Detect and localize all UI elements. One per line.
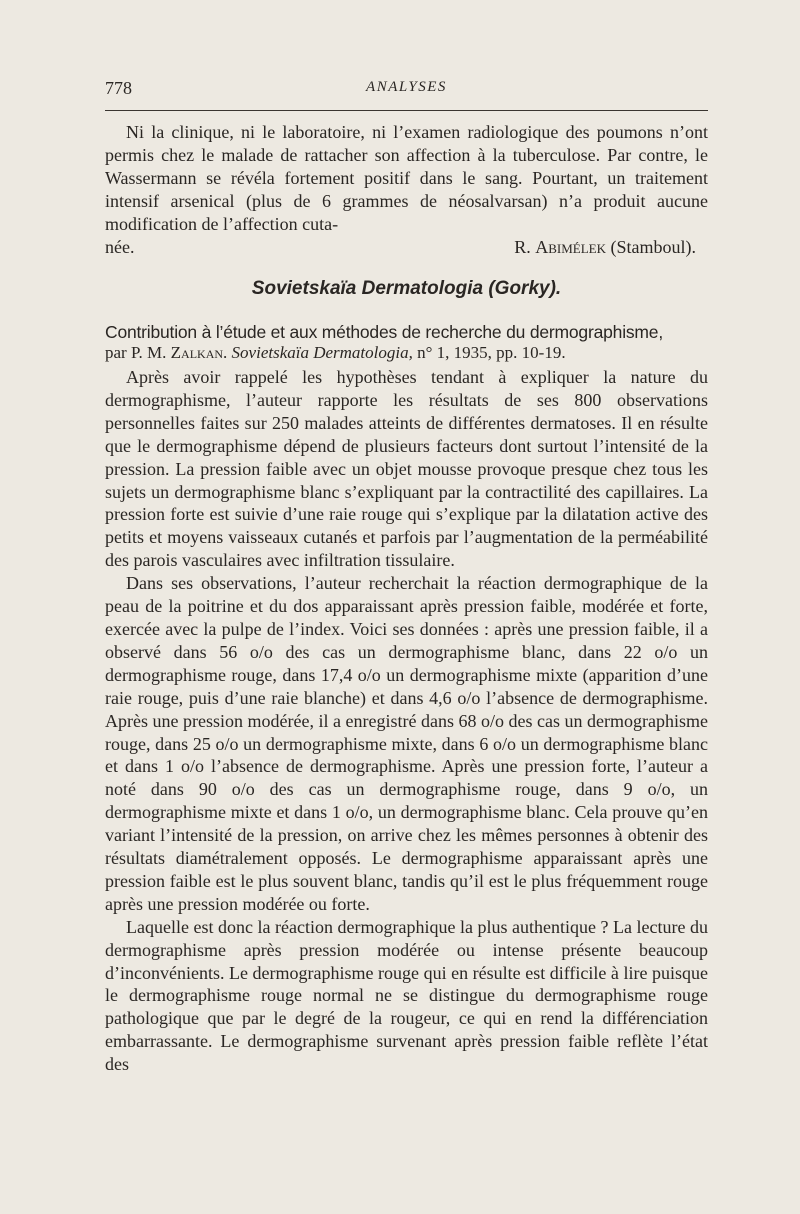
reviewer-signature [514, 236, 696, 259]
page-header [105, 78, 708, 102]
citation-details: n° 1, 1935, pp. 10-19. [417, 343, 566, 362]
running-head: ANALYSES [366, 79, 447, 95]
journal-citation: Sovietskaïa Dermatologia, [231, 343, 413, 362]
previous-review [105, 121, 708, 258]
author-name: Zalkan. [170, 343, 228, 362]
article-paragraph-1: Après avoir rappelé les hypothèses tendant à expliquer la nature du dermographisme, l’auteur rapporte les résultats de ses 800 observations personnelles faites sur 250 malades atteints de différentes dermatoses. Il en résulte que le dermographisme dépend de plusieurs facteurs dont surtout l’intensité de la pression. La pression faible avec un objet mousse provoque presque chez tous les sujets un dermographisme blanc s’expliquant par la contractilité des capillaires. La pression forte est suivie d’une raie rouge qui s’explique par la dilatation active des petits et moyens vaisseaux cutanés et parfois par l’augmentation de la perméabilité des parois vasculaires avec infiltration tissulaire. [105, 367, 708, 571]
reviewer-place: (Stamboul). [610, 236, 696, 257]
signature-line [105, 236, 708, 259]
header-rule [105, 110, 708, 111]
article-body [105, 366, 708, 1076]
byline-prefix: par P. M. [105, 343, 167, 362]
page-number: 778 [105, 78, 132, 98]
article-paragraph-3: Laquelle est donc la réaction dermographique la plus authentique ? La lecture du dermographisme après pression modérée ou intense présente beaucoup d’inconvénients. Le dermographisme rouge qui en résulte est difficile à lire puisque le dermographisme rouge normal ne se distingue du dermographisme rouge pathologique que par le degré de la rougeur, ce qui en rend la différenciation embarrassante. Le dermographisme survenant après pression faible reflète l’état des [105, 916, 708, 1075]
reviewer-name: Abimélek [535, 236, 606, 257]
journal-heading: Sovietskaïa Dermatologia (Gorky). [251, 278, 562, 299]
previous-review-paragraph: Ni la clinique, ni le laboratoire, ni l’examen radiologique des poumons n’ont permis chez le malade de rattacher son affection à la tuberculose. Par contre, le Wassermann se révéla fortement positif dans le sang. Pourtant, un traitement intensif arsenical (plus de 6 grammes de néosalvarsan) n’a produit aucune modification de l’affection cuta- [105, 122, 708, 234]
reviewer-initial: R. [514, 236, 531, 257]
article-title: Contribution à l’étude et aux méthodes de recherche du dermographisme, [105, 322, 664, 342]
article-byline [105, 343, 708, 363]
article-paragraph-2: Dans ses observations, l’auteur recherchait la réaction dermographique de la peau de la poitrine et du dos apparaissant après pression faible, modérée et forte, exercée avec la pulpe de l’index. Voici ses données : après une pression faible, il a observé dans 56 o/o des cas un dermographisme blanc, dans 22 o/o un dermographisme rouge, dans 17,4 o/o un dermographisme mixte (apparition d’une raie rouge, puis d’une raie blanche) et dans 4,6 o/o l’absence de dermographisme. Après une pression modérée, il a enregistré dans 68 o/o des cas un dermographisme rouge, dans 25 o/o un dermographisme mixte, dans 6 o/o un dermographisme blanc et dans 1 o/o l’absence de dermographisme. Après une pression forte, l’auteur a noté dans 90 o/o des cas un dermographisme rouge, dans 9 o/o, un dermographisme mixte et dans 1 o/o, un dermographisme blanc. Cela prouve qu’en variant l’intensité de la pression, on arrive chez les mêmes personnes à obtenir des résultats diamétralement opposés. Le dermographisme apparaissant après une pression faible est le plus souvent blanc, tandis qu’il est le plus fréquemment rouge après une pression modérée ou forte. [105, 573, 708, 914]
hyphenation-fragment: née. [105, 236, 135, 257]
